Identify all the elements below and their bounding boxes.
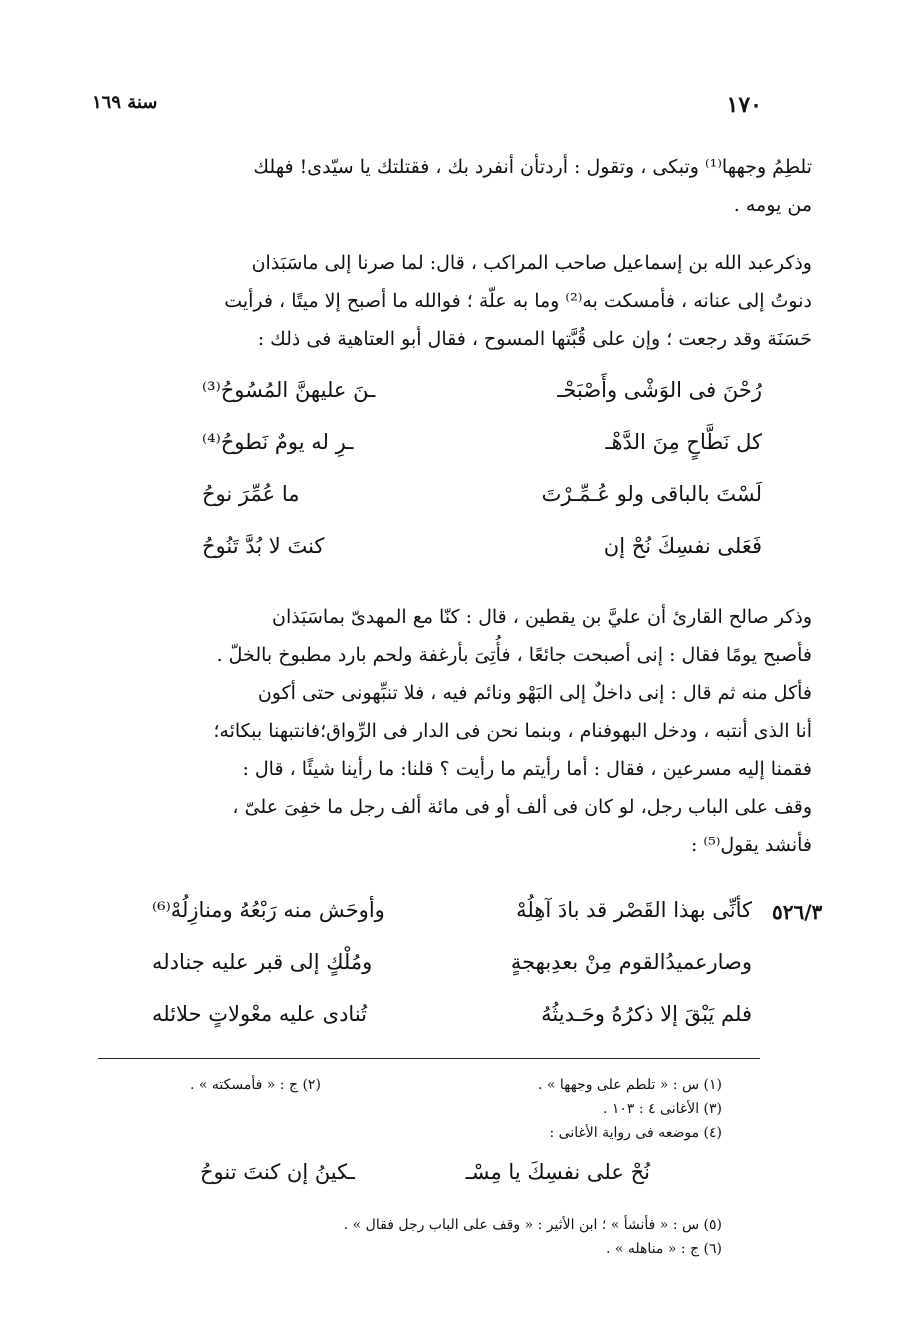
verse-line [202, 534, 762, 586]
verse-first-hemistich: كل نَطَّاحٍ مِنَ الدَّهْـ [605, 430, 762, 454]
text-line: دنوتُ إلى عنانه ، فأمسكت به⁽²⁾ وما به علّة ؛ فوالله ما أصبح إلا ميتًا ، فرأيت [224, 290, 812, 312]
text-line: من يومه . [733, 194, 812, 216]
verse-line [202, 482, 762, 534]
paragraph-3 [100, 598, 812, 864]
footnote-6: (٦) ج : « مناهله » . [605, 1241, 722, 1257]
footnote-4-verse-first: نُحْ على نفسِكَ يا مِسْـ [465, 1160, 650, 1184]
margin-reference: ٥٢٦/٣ [772, 900, 823, 924]
text-line: وذكرعبد الله بن إسماعيل صاحب المراكب ، قال: لما صرنا إلى ماسَبَذان [251, 252, 812, 274]
poem-1 [202, 378, 762, 586]
paragraph-2 [100, 244, 812, 358]
text-line: وقف على الباب رجل، لو كان فى ألف أو فى مائة ألف رجل ما خفِىَ علىّ ، [232, 796, 812, 818]
verse-first-hemistich: رُحْنَ فى الوَشْى وأَصْبَحْـ [557, 378, 762, 402]
verse-second-hemistich: كنتَ لا بُدَّ تَنُوحُ [202, 534, 325, 558]
verse-line [152, 898, 752, 950]
footnote-divider [98, 1058, 760, 1059]
footnote-5: (٥) س : « فأنشأ » ؛ ابن الأثير : « وقف على الباب رجل فقال » . [343, 1217, 722, 1233]
verse-line [152, 1002, 752, 1054]
verse-first-hemistich: وصارعميدُالقوم مِنْ بعدِبهجةٍ [510, 950, 752, 974]
verse-line [202, 378, 762, 430]
footnote-3: (٣) الأغانى ٤ : ١٠٣ . [602, 1101, 722, 1117]
footnote-1: (١) س : « تلطم على وجهها » . [537, 1077, 722, 1093]
text-line: أنا الذى أنتبه ، ودخل البهوفنام ، وبنما نحن فى الدار فى الرِّواق؛فانتبهنا ببكائه؛ [213, 720, 812, 742]
text-line: فقمنا إليه مسرعين ، فقال : أما رأيتم ما رأيت ؟ قلنا: ما رأينا شيئًا ، قال : [242, 758, 812, 780]
verse-first-hemistich: كأنِّى بهذا القَصْر قد بادَ آهِلُهْ [516, 898, 752, 922]
text-line: فأكل منه ثم قال : إنى داخلٌ إلى البَهْو ونائم فيه ، فلا تنبِّهونى حتى أكون [257, 682, 812, 704]
poem-2 [152, 898, 752, 1054]
verse-first-hemistich: فلم يَبْقَ إلا ذكرُهُ وحَـديثُهُ [541, 1002, 752, 1026]
verse-second-hemistich: وأوحَش منه رَبْعُهُ ومنازِلُهْ⁽⁶⁾ [152, 898, 385, 922]
text-line: فأنشد يقول⁽⁵⁾ : [690, 834, 812, 856]
text-line: تلطِمُ وجهها⁽¹⁾ وتبكى ، وتقول : أردتأن أنفرد بك ، فقتلتك يا سيّدى! فهلك [253, 156, 812, 178]
page-number: ١٧٠ [726, 92, 762, 118]
verse-second-hemistich: ـرِ له يومٌ نَطوحُ⁽⁴⁾ [202, 430, 354, 454]
verse-line [152, 950, 752, 1002]
verse-second-hemistich: ما عُمِّرَ نوحُ [202, 482, 300, 506]
text-line: فأصبح يومًا فقال : إنى أصبحت جائعًا ، فأُتِىَ بأرغفة ولحم بارد مطبوخ بالخلّ . [216, 644, 812, 666]
paragraph-1 [100, 148, 812, 224]
footnote-4-verse-second: ـكينُ إن كنتَ تنوحُ [200, 1160, 355, 1184]
verse-line [202, 430, 762, 482]
verse-first-hemistich: لَسْتَ بالباقى ولو عُـمِّـرْتَ [541, 482, 762, 506]
verse-first-hemistich: فَعَلى نفسِكَ نُحْ إن [603, 534, 762, 558]
footnote-2: (٢) ج : « فأمسكته » . [190, 1077, 321, 1093]
verse-second-hemistich: تُنادى عليه معْولاتٍ حلائله [152, 1002, 368, 1026]
text-line: حَسَنَة وقد رجعت ؛ وإن على قُبَّتها المسوح ، فقال أبو العتاهية فى ذلك : [257, 328, 812, 350]
footnote-4: (٤) موضعه فى رواية الأغانى : [549, 1125, 722, 1141]
running-header-year: سنة ١٦٩ [92, 92, 158, 113]
verse-second-hemistich: ـنَ عليهنَّ المُسُوحُ⁽³⁾ [202, 378, 376, 402]
text-line: وذكر صالح القارئ أن عليَّ بن يقطين ، قال : كنّا مع المهدىّ بماسَبَذان [272, 606, 812, 628]
verse-second-hemistich: ومُلْكٍ إلى قبر عليه جنادله [152, 950, 373, 974]
